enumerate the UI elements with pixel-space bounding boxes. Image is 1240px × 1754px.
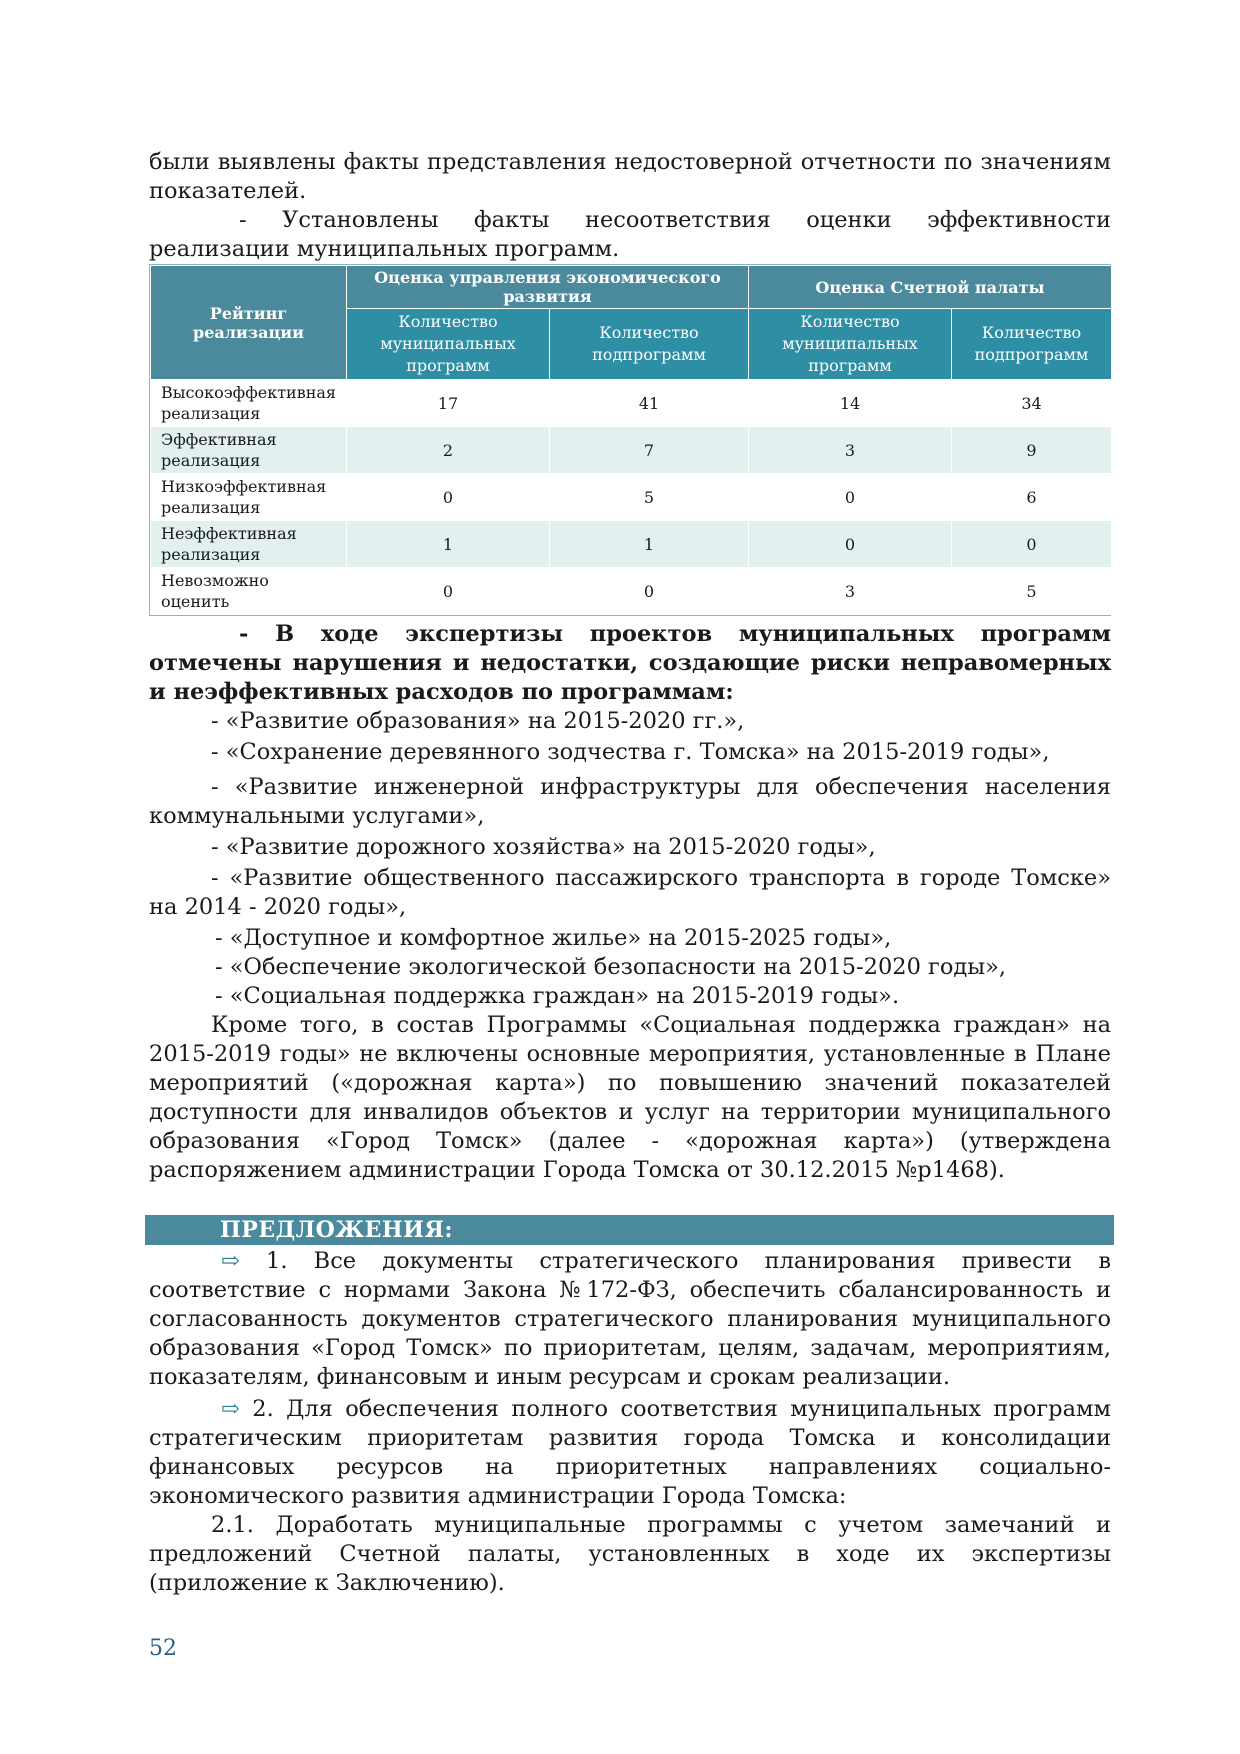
subheader-programs-1: Количество муниципальных программ [347,309,550,380]
cell-value: 3 [749,568,952,615]
proposal-2-1: 2.1. Доработать муниципальные программы с учетом замечаний и предложений Счетной палаты, установленных в ходе их экспертизы (приложение к Заключению). [149,1512,1111,1596]
list-item: - «Доступное и комфортное жилье» на 2015-2025 годы», [215,925,892,951]
list-item: - «Социальная поддержка граждан» на 2015-2019 годы». [215,983,900,1009]
table-row [151,427,1112,474]
intro-paragraph-2: - Установлены факты несоответствия оценки эффективности реализации муниципальных программ. [149,207,1111,262]
subheader-programs-2: Количество муниципальных программ [749,309,952,380]
rating-table [150,265,1112,615]
cell-value: 7 [550,427,749,474]
proposal-1 [149,1247,1111,1392]
additional-paragraph: Кроме того, в состав Программы «Социальная поддержка граждан» на 2015-2019 годы» не включены основные мероприятия, установленные в Плане мероприятий («дорожная карта») по повышению значений показателей доступности для инвалидов объектов и услуг на территории муниципального образования «Город Томск» (далее - «дорожная карта») (утверждена распоряжением администрации Города Томска от 30.12.2015 №р1468). [149,1012,1111,1183]
header-rating: Рейтинг реализации [151,266,347,380]
cell-value: 3 [749,427,952,474]
cell-value: 5 [550,474,749,521]
cell-value: 6 [952,474,1112,521]
list-item: - «Развитие образования» на 2015-2020 гг.», [211,708,745,734]
cell-value: 1 [550,521,749,568]
header-group-economic: Оценка управления экономического развития [347,266,749,309]
rating-table-wrapper [149,264,1111,616]
list-item: - «Обеспечение экологической безопасности на 2015-2020 годы», [215,954,1007,980]
row-label: Невозможно оценить [151,568,347,615]
cell-value: 34 [952,380,1112,427]
header-group-audit: Оценка Счетной палаты [749,266,1112,309]
row-label: Высокоэффективная реализация [151,380,347,427]
cell-value: 0 [749,474,952,521]
list-item: - «Сохранение деревянного зодчества г. Томска» на 2015-2019 годы», [211,739,1050,765]
arrow-right-icon: ⇨ [221,1248,240,1274]
table-row [151,380,1112,427]
cell-value: 0 [347,474,550,521]
list-item: - «Развитие общественного пассажирского транспорта в городе Томске» на 2014 - 2020 годы», [149,865,1111,920]
cell-value: 1 [347,521,550,568]
violations-paragraph: - В ходе экспертизы проектов муниципальных программ отмечены нарушения и недостатки, создающие риски неправомерных и неэффективных расходов по программам: [149,621,1111,705]
proposal-2 [149,1395,1111,1511]
cell-value: 17 [347,380,550,427]
row-label: Низкоэффективная реализация [151,474,347,521]
cell-value: 14 [749,380,952,427]
cell-value: 0 [550,568,749,615]
proposal-2-text: 2. Для обеспечения полного соответствия муниципальных программ стратегическим приоритетам развития города Томска и консолидации финансовых ресурсов на приоритетных направлениях социально-экономического развития администрации Города Томска: [149,1396,1111,1509]
proposals-heading: ПРЕДЛОЖЕНИЯ: [145,1215,1114,1245]
proposal-1-text: 1. Все документы стратегического планирования привести в соответствие с нормами Закона №172-ФЗ, обеспечить сбалансированность и согласованность документов стратегического планирования муниципального образования «Город Томск» по приоритетам, целям, задачам, мероприятиям, показателям, финансовым и иным ресурсам и срокам реализации. [149,1248,1111,1390]
table-row [151,521,1112,568]
table-row [151,568,1112,615]
cell-value: 0 [749,521,952,568]
page-content [149,148,1111,1598]
table-row [151,474,1112,521]
subheader-subprograms-2: Количество подпрограмм [952,309,1112,380]
cell-value: 9 [952,427,1112,474]
row-label: Неэффективная реализация [151,521,347,568]
cell-value: 2 [347,427,550,474]
cell-value: 0 [952,521,1112,568]
page-number: 52 [149,1636,177,1661]
arrow-right-icon: ⇨ [221,1396,240,1422]
list-item: - «Развитие инженерной инфраструктуры для обеспечения населения коммунальными услугами», [149,774,1111,829]
intro-paragraph-1: были выявлены факты представления недостоверной отчетности по значениям показателей. [149,149,1111,204]
cell-value: 0 [347,568,550,615]
list-item: - «Развитие дорожного хозяйства» на 2015-2020 годы», [211,834,876,860]
cell-value: 5 [952,568,1112,615]
row-label: Эффективная реализация [151,427,347,474]
cell-value: 41 [550,380,749,427]
subheader-subprograms-1: Количество подпрограмм [550,309,749,380]
